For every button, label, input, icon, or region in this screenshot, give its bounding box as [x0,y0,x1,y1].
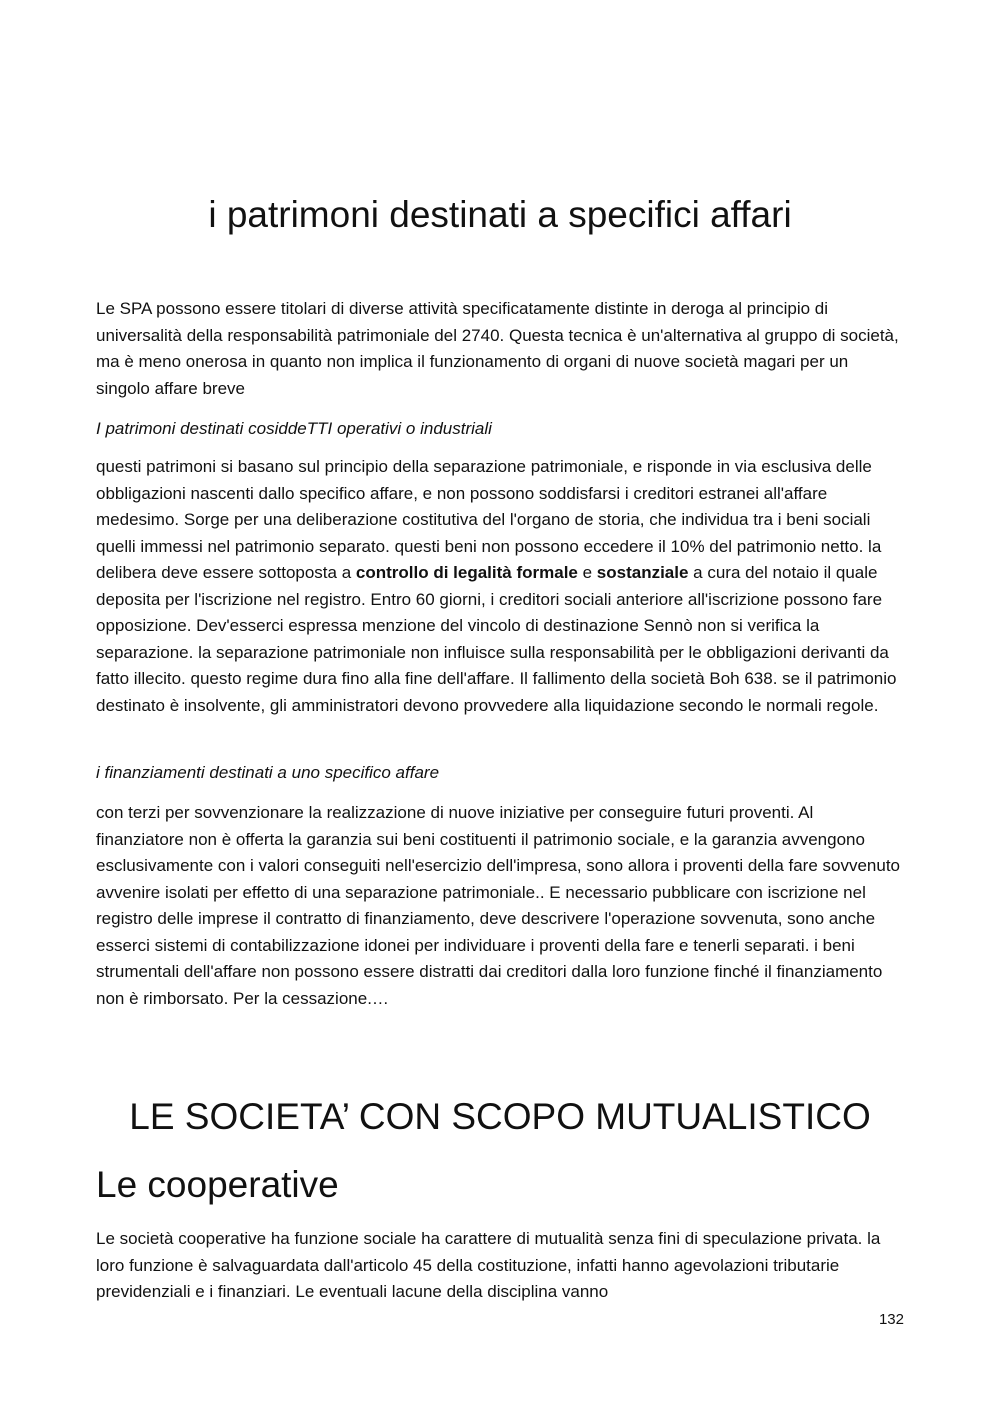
page-number: 132 [878,1311,904,1328]
subheading-block-1 [96,416,904,443]
paragraph-text-part-1: questi patrimoni si basano sul principio della separazione patrimoniale, e risponde in via esclusiva delle obbligazioni nascenti dallo specifico affare, e non possono soddisfarsi i creditori estranei all'affare medesimo. Sorge per una deliberazione costitutiva del l'organo de storia, che individua tra i beni sociali quelli immessi nel patrimonio separato. questi beni non possono eccedere il 10% del patrimonio netto. la delibera deve essere sottoposta a [96,457,882,582]
intro-paragraph: Le SPA possono essere titolari di diverse attività specificatamente distinte in deroga al principio di universalità della responsabilità patrimoniale del 2740. Questa tecnica è un'alternativa al gruppo di società, ma è meno onerosa in quanto non implica il funzionamento di organi di nuove società magari per un singolo affare breve [96,299,899,398]
paragraph-separazione [96,454,904,719]
paragraph-block-cooperative [96,1226,904,1306]
intro-paragraph-block [96,296,904,402]
subheading-block-2 [96,760,904,787]
paragraph-text-part-3: a cura del notaio il quale deposita per l'iscrizione nel registro. Entro 60 giorni, i creditori sociali anteriore all'iscrizione possono fare opposizione. Dev'esserci espressa menzione del vincolo di destinazione Sennò non si verifica la separazione. la separazione patrimoniale non influisce sulla responsabilità per le obbligazioni derivanti da fatto illecito. questo regime dura fino alla fine dell'affare. Il fallimento della società Boh 638. se il patrimonio destinato è insolvente, gli amministratori devono provvedere alla liquidazione secondo le normali regole. [96,563,897,715]
paragraph-finanziamenti: con terzi per sovvenzionare la realizzazione di nuove iniziative per conseguire futuri proventi. Al finanziatore non è offerta la garanzia sui beni costituenti il patrimonio sociale, e la garanzia avvengono esclusivamente con i valori conseguiti nell'esercizio dell'impresa, sono allora i proventi della fare sovvenuto avvenire isolati per effetto di una separazione patrimoniale.. E necessario pubblicare con iscrizione nel registro delle imprese il contratto di finanziamento, deve descrivere l'operazione sovvenuta, sono anche esserci sistemi di contabilizzazione idonei per individuare i proventi della fare e tenerli separati. i beni strumentali dell'affare non possono essere distratti dai creditori dalla loro funzione finché il finanziamento non è rimborsato. Per la cessazione.… [96,803,901,1008]
paragraph-text-part-2: e [577,563,597,582]
paragraph-block-3 [96,800,904,1012]
bold-controllo-legalita: controllo di legalità formale [355,563,578,582]
subheading-patrimoni-operativi: I patrimoni destinati cosiddeTTI operativi o industriali [96,419,492,438]
subheading-finanziamenti: i finanziamenti destinati a uno specifico affare [96,763,440,782]
section-title-mutualistico: LE SOCIETA’ CON SCOPO MUTUALISTICO [129,1096,871,1137]
paragraph-block-2 [96,454,904,719]
bold-sostanziale: sostanziale [596,563,689,582]
heading-cooperative: Le cooperative [96,1164,339,1205]
section-title-patrimoni: i patrimoni destinati a specifici affari [208,194,792,235]
paragraph-cooperative: Le società cooperative ha funzione sociale ha carattere di mutualità senza fini di speculazione privata. la loro funzione è salvaguardata dall'articolo 45 della costituzione, infatti hanno agevolazioni tributarie previdenziali e i finanziari. Le eventuali lacune della disciplina vanno [96,1229,881,1301]
